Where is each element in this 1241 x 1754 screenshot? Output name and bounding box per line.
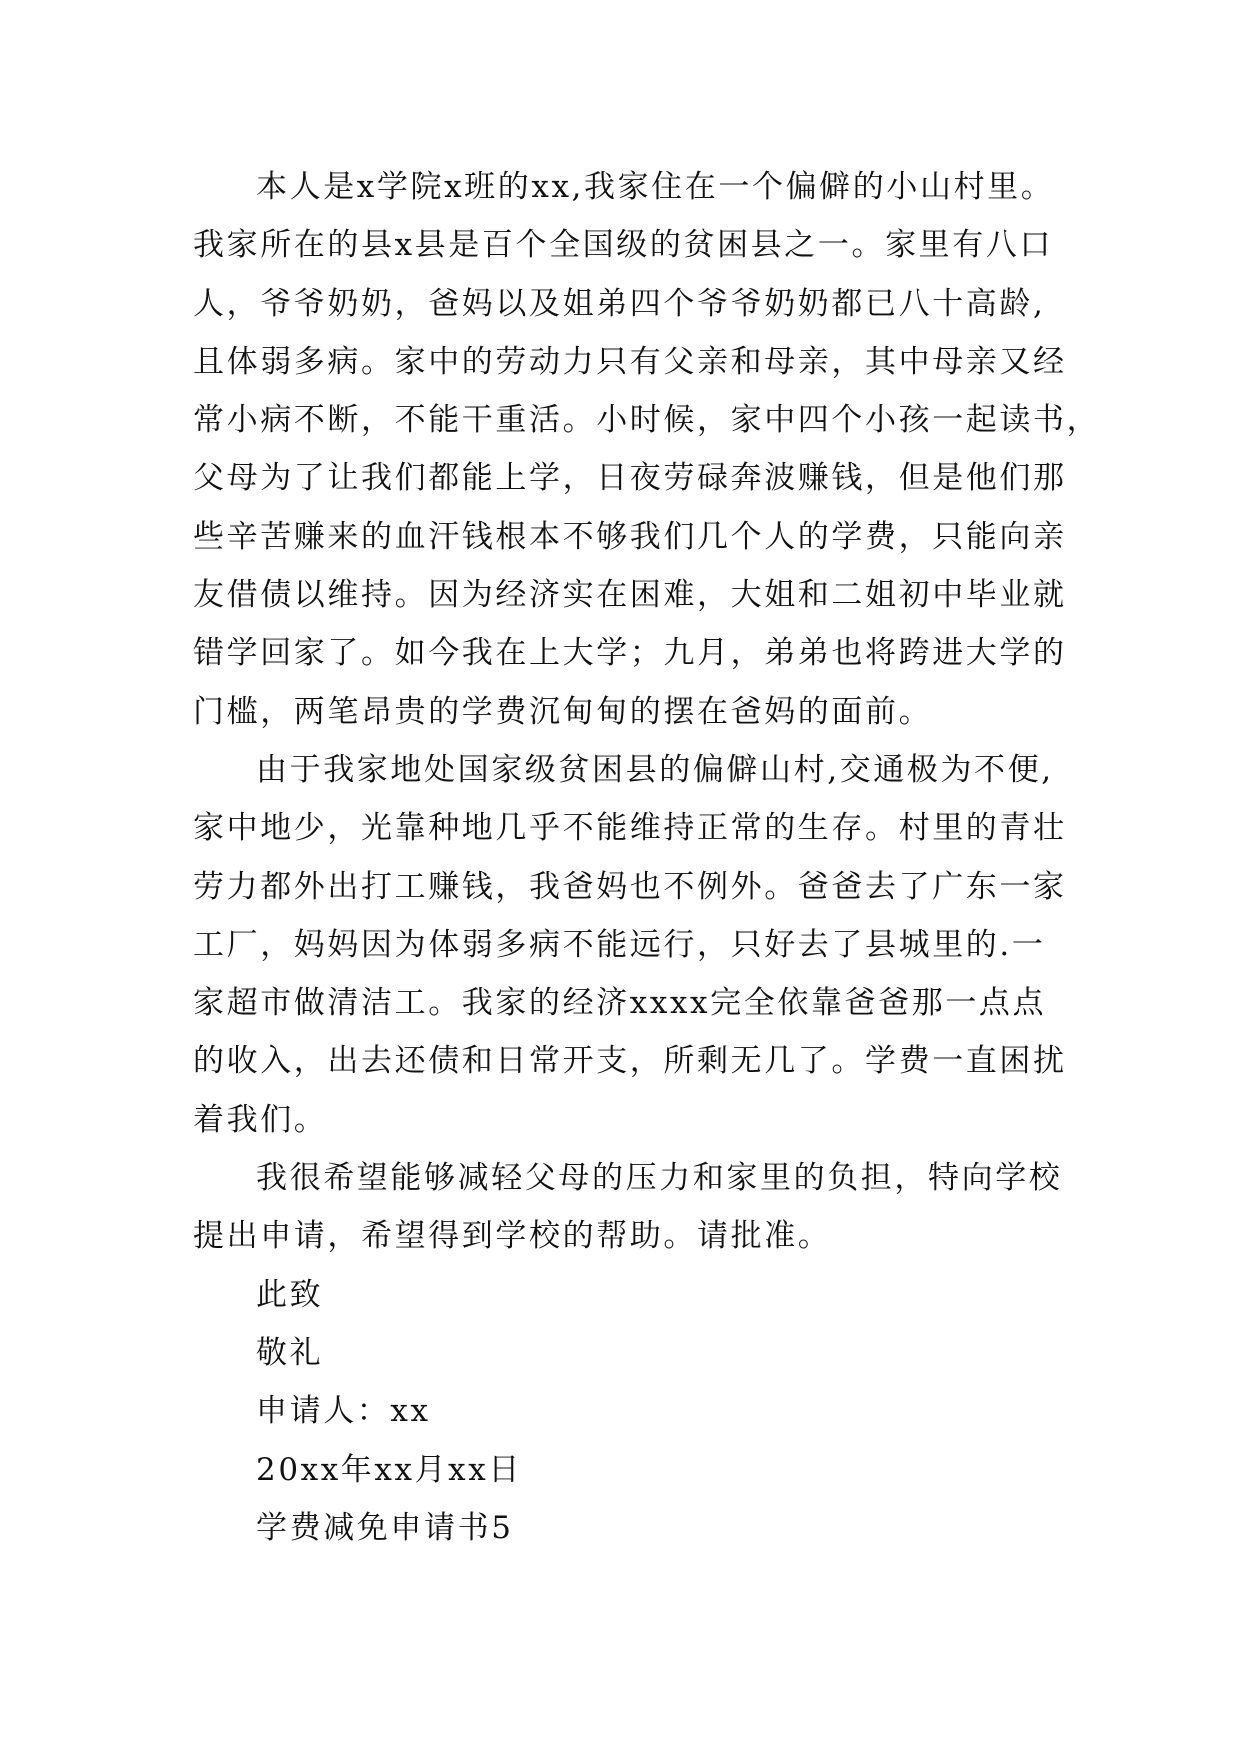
- paragraph-3: [193, 1149, 1063, 1266]
- date-line: 20xx年xx月xx日: [256, 1451, 522, 1488]
- paragraph-line: 且体弱多病。家中的劳动力只有父亲和母亲，其中母亲又经: [193, 343, 1067, 380]
- paragraph-line: 工厂，妈妈因为体弱多病不能远行，只好去了县城里的.一: [193, 926, 1046, 963]
- paragraph-line: 父母为了让我们都能上学，日夜劳碌奔波赚钱，但是他们那: [193, 460, 1067, 497]
- paragraph-line: 我家所在的县x县是百个全国级的贫困县之一。家里有八口: [193, 227, 1054, 264]
- paragraph-line: 着我们。: [193, 1101, 328, 1138]
- paragraph-line: 劳力都外出打工赚钱，我爸妈也不例外。爸爸去了广东一家: [193, 868, 1067, 905]
- paragraph-line: 家超市做清洁工。我家的经济xxxx完全依靠爸爸那一点点: [193, 985, 1047, 1022]
- paragraph-line: 错学回家了。如今我在上大学；九月，弟弟也将跨进大学的: [193, 635, 1067, 672]
- document-body: [193, 158, 1101, 1557]
- next-section-title: 学费减免申请书5: [256, 1509, 514, 1546]
- paragraph-line: 的收入，出去还债和日常开支，所剩无几了。学费一直困扰: [193, 1043, 1067, 1080]
- paragraph-line: 常小病不断，不能干重活。小时候，家中四个小孩一起读书，: [193, 402, 1101, 439]
- paragraph-line: 门槛，两笔昂贵的学费沉甸甸的摆在爸妈的面前。: [193, 693, 933, 730]
- paragraph-line: 家中地少，光靠种地几乎不能维持正常的生存。村里的青壮: [193, 810, 1067, 847]
- salutation: 此致: [256, 1276, 324, 1313]
- regards: 敬礼: [256, 1334, 324, 1371]
- paragraph-line: 友借债以维持。因为经济实在困难，大姐和二姐初中毕业就: [193, 577, 1067, 614]
- paragraph-line: 我很希望能够减轻父母的压力和家里的负担，特向学校: [256, 1160, 1063, 1197]
- paragraph-2: [193, 741, 1067, 1149]
- paragraph-1: [193, 158, 1101, 741]
- closing-block: [193, 1266, 1063, 1557]
- paragraph-line: 由于我家地处国家级贫困县的偏僻山村,交通极为不便,: [256, 751, 1054, 788]
- applicant-signature: 申请人：xx: [256, 1393, 431, 1430]
- paragraph-line: 提出申请，希望得到学校的帮助。请批准。: [193, 1218, 832, 1255]
- paragraph-line: 人，爷爷奶奶，爸妈以及姐弟四个爷爷奶奶都已八十高龄,: [193, 285, 1046, 322]
- paragraph-line: 些辛苦赚来的血汗钱根本不够我们几个人的学费，只能向亲: [193, 518, 1067, 555]
- paragraph-line: 本人是x学院x班的xx,我家住在一个偏僻的小山村里。: [256, 169, 1055, 205]
